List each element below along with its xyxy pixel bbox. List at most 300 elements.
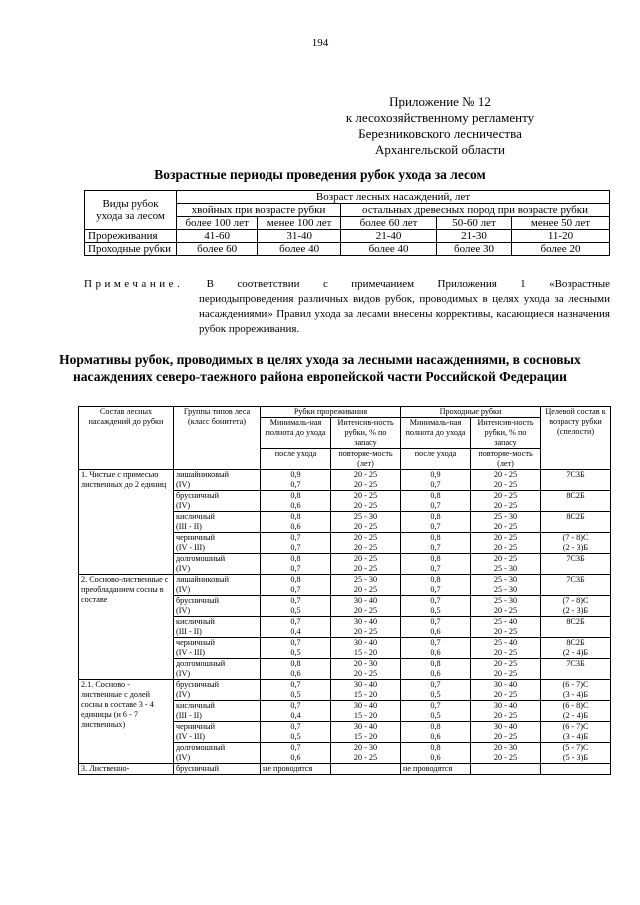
table-cell bbox=[471, 617, 541, 638]
cell-line: 0,8 bbox=[290, 575, 301, 584]
table-cell: более 20 bbox=[511, 243, 609, 256]
row-label: Проходные рубки bbox=[85, 243, 177, 256]
cell-line: 20 - 25 bbox=[493, 690, 518, 699]
table-cell bbox=[401, 575, 471, 596]
cell-line: 20 - 30 bbox=[353, 743, 378, 752]
cell-line: 0,8 bbox=[430, 575, 441, 584]
forest-type-cell bbox=[174, 491, 261, 512]
cell-line: 20 - 25 bbox=[353, 480, 378, 489]
header-cell: 50-60 лет bbox=[437, 217, 512, 230]
cell-line: 0,7 bbox=[290, 743, 301, 752]
cell-line: 0,7 bbox=[430, 617, 441, 626]
cell-line: 20 - 25 bbox=[353, 522, 378, 531]
cell-line: 0,7 bbox=[430, 701, 441, 710]
header-cell: Возраст лесных насаждений, лет bbox=[177, 191, 610, 204]
cell-line: (5 - 3)Б bbox=[562, 753, 589, 762]
table-cell bbox=[401, 470, 471, 491]
table-cell bbox=[471, 512, 541, 533]
cell-line: лишайниковый bbox=[176, 470, 229, 479]
header-cell: хвойных при возрасте рубки bbox=[177, 204, 341, 217]
appendix-line: к лесохозяйственному регламенту bbox=[345, 110, 535, 125]
header-cell: менее 100 лет bbox=[258, 217, 341, 230]
cell-line: лишайниковый bbox=[176, 575, 229, 584]
table-row bbox=[79, 470, 611, 491]
cell-line: 20 - 25 bbox=[353, 564, 378, 573]
cell-line: 20 - 25 bbox=[493, 753, 518, 762]
forest-type-cell bbox=[174, 554, 261, 575]
cell-line: 20 - 25 bbox=[493, 659, 518, 668]
table-cell bbox=[401, 701, 471, 722]
cell-line: 0,6 bbox=[290, 522, 301, 531]
cell-line: 20 - 25 bbox=[493, 711, 518, 720]
table-cell bbox=[261, 470, 331, 491]
cell-line: 0,8 bbox=[290, 659, 301, 668]
cell-line: (IV) bbox=[176, 753, 191, 762]
cell-line: 0,8 bbox=[290, 491, 301, 500]
table-cell bbox=[331, 722, 401, 743]
table-cell bbox=[401, 512, 471, 533]
cell-line: 0,8 bbox=[430, 554, 441, 563]
cell-line: 2. Сосново-лиственные с преобладанием сосны в составе bbox=[81, 575, 169, 604]
note-label: Примечание. bbox=[84, 278, 184, 290]
cell-line: 0,8 bbox=[430, 533, 441, 542]
table1-title: Возрастные периоды проведения рубок ухода за лесом bbox=[154, 167, 486, 182]
cell-line: кисличный bbox=[176, 701, 215, 710]
cell-line: (IV) bbox=[176, 669, 191, 678]
cell-line: 0,8 bbox=[290, 554, 301, 563]
table-cell bbox=[261, 533, 331, 554]
target-cell bbox=[541, 701, 611, 722]
cell-line: 0,8 bbox=[430, 743, 441, 752]
appendix-line: Архангельской области bbox=[375, 142, 505, 157]
table-cell bbox=[331, 638, 401, 659]
cell-line: (IV) bbox=[176, 690, 191, 699]
table-cell bbox=[471, 470, 541, 491]
table-cell bbox=[261, 596, 331, 617]
cell-line: 30 - 40 bbox=[353, 701, 378, 710]
table-cell bbox=[261, 575, 331, 596]
cell-line: 20 - 25 bbox=[493, 470, 518, 479]
cell-line: 30 - 40 bbox=[353, 722, 378, 731]
cell-line: 20 - 25 bbox=[493, 543, 518, 552]
cell-line: (2 - 4)Б bbox=[562, 711, 589, 720]
table-cell bbox=[331, 512, 401, 533]
cell-line: 30 - 40 bbox=[493, 701, 518, 710]
target-cell bbox=[541, 743, 611, 764]
forest-type-cell bbox=[174, 722, 261, 743]
cell-line: не проводятся bbox=[263, 764, 313, 773]
cell-line: долгомошный bbox=[176, 554, 226, 563]
cell-line: 0,4 bbox=[290, 711, 301, 720]
cell-line: 20 - 25 bbox=[353, 501, 378, 510]
table-cell: более 30 bbox=[437, 243, 512, 256]
cell-line: 20 - 25 bbox=[353, 606, 378, 615]
table-cell bbox=[401, 680, 471, 701]
cell-line: 25 - 40 bbox=[493, 638, 518, 647]
cell-line: 30 - 40 bbox=[493, 680, 518, 689]
table-cell bbox=[401, 533, 471, 554]
table-row bbox=[79, 680, 611, 701]
cell-line: 0,7 bbox=[290, 701, 301, 710]
table-cell bbox=[471, 554, 541, 575]
composition-cell bbox=[79, 470, 174, 575]
table-cell bbox=[261, 638, 331, 659]
cell-line: 8С2Б bbox=[566, 491, 585, 500]
table-cell bbox=[471, 701, 541, 722]
cell-line: (IV) bbox=[176, 585, 191, 594]
header-cell: после ухода bbox=[261, 449, 331, 470]
forest-type-cell bbox=[174, 743, 261, 764]
cell-line: 7С3Б bbox=[566, 575, 585, 584]
table-cell bbox=[401, 491, 471, 512]
cell-line: 15 - 20 bbox=[353, 732, 378, 741]
table-cell bbox=[331, 764, 401, 775]
table-cell bbox=[261, 680, 331, 701]
forest-type-cell bbox=[174, 764, 261, 775]
cell-line: 30 - 40 bbox=[493, 722, 518, 731]
cell-line: 0,4 bbox=[290, 627, 301, 636]
header-cell: Состав лесных насаждений до рубки bbox=[79, 407, 174, 470]
header-cell: Минималь-ная полнота до ухода bbox=[401, 418, 471, 449]
table-cell bbox=[401, 596, 471, 617]
cell-line: 20 - 25 bbox=[493, 554, 518, 563]
cell-line: 1. Чистые с примесью лиственных до 2 единиц bbox=[81, 470, 167, 489]
cell-line: (7 - 8)С bbox=[562, 596, 589, 605]
table-cell: 21-40 bbox=[341, 230, 437, 243]
composition-cell bbox=[79, 575, 174, 680]
page-number: 194 bbox=[311, 37, 329, 49]
cell-line: 25 - 30 bbox=[493, 596, 518, 605]
cell-line: 20 - 25 bbox=[493, 491, 518, 500]
table-row bbox=[85, 243, 610, 256]
table-cell bbox=[261, 554, 331, 575]
cell-line: 0,7 bbox=[430, 480, 441, 489]
cell-line: 0,8 bbox=[290, 512, 301, 521]
cell-line: 0,7 bbox=[290, 638, 301, 647]
cell-line: 25 - 30 bbox=[353, 512, 378, 521]
table-cell: 41-60 bbox=[177, 230, 258, 243]
forest-type-cell bbox=[174, 680, 261, 701]
table-cell: более 40 bbox=[258, 243, 341, 256]
cell-line: 7С3Б bbox=[566, 659, 585, 668]
cell-line: брусничный bbox=[176, 596, 220, 605]
felling-norms-table bbox=[78, 406, 611, 775]
cell-line: 0,7 bbox=[430, 596, 441, 605]
cell-line: 0,7 bbox=[430, 638, 441, 647]
table-cell bbox=[261, 743, 331, 764]
cell-line: 20 - 25 bbox=[353, 491, 378, 500]
cell-line: (6 - 7)С bbox=[562, 680, 589, 689]
table-cell: 21-30 bbox=[437, 230, 512, 243]
cell-line: 0,6 bbox=[290, 669, 301, 678]
cell-line: 20 - 25 bbox=[493, 732, 518, 741]
cell-line: 0,7 bbox=[290, 480, 301, 489]
table-cell bbox=[261, 722, 331, 743]
cell-line: 0,5 bbox=[290, 732, 301, 741]
cell-line: 15 - 20 bbox=[353, 648, 378, 657]
cell-line: (2 - 4)Б bbox=[562, 648, 589, 657]
header-cell: более 60 лет bbox=[341, 217, 437, 230]
forest-type-cell bbox=[174, 638, 261, 659]
cell-line: черничный bbox=[176, 722, 215, 731]
cell-line: 20 - 25 bbox=[353, 669, 378, 678]
cell-line: 20 - 25 bbox=[493, 627, 518, 636]
table-cell bbox=[331, 743, 401, 764]
cell-line: 30 - 40 bbox=[353, 596, 378, 605]
cell-line: 20 - 25 bbox=[353, 543, 378, 552]
table-cell: 11-20 bbox=[511, 230, 609, 243]
cell-line: 25 - 30 bbox=[493, 564, 518, 573]
header-cell: Интенсив-ность рубки, % по запасу bbox=[471, 418, 541, 449]
table-cell bbox=[471, 743, 541, 764]
table-cell bbox=[331, 596, 401, 617]
cell-line: 15 - 20 bbox=[353, 690, 378, 699]
target-cell bbox=[541, 575, 611, 596]
cell-line: 0,7 bbox=[290, 543, 301, 552]
cell-line: 0,8 bbox=[430, 659, 441, 668]
note-first-line bbox=[84, 277, 610, 292]
table-row bbox=[85, 230, 610, 243]
cell-line: черничный bbox=[176, 533, 215, 542]
cell-line: 20 - 25 bbox=[353, 554, 378, 563]
cell-line: 0,5 bbox=[430, 690, 441, 699]
table-row bbox=[79, 575, 611, 596]
table-cell bbox=[331, 680, 401, 701]
table-cell bbox=[331, 575, 401, 596]
target-cell bbox=[541, 764, 611, 775]
target-cell bbox=[541, 533, 611, 554]
cell-line: (IV - III) bbox=[176, 543, 205, 552]
cell-line: 0,6 bbox=[430, 648, 441, 657]
cell-line: кисличный bbox=[176, 617, 215, 626]
table-cell bbox=[401, 722, 471, 743]
header-cell: менее 50 лет bbox=[511, 217, 609, 230]
cell-line: 0,5 bbox=[290, 690, 301, 699]
cell-line: (IV - III) bbox=[176, 732, 205, 741]
cell-line: 0,5 bbox=[430, 711, 441, 720]
table-cell bbox=[471, 638, 541, 659]
cell-line: 0,9 bbox=[290, 470, 301, 479]
cell-line: (IV) bbox=[176, 501, 191, 510]
target-cell bbox=[541, 470, 611, 491]
cell-line: 20 - 25 bbox=[353, 627, 378, 636]
header-cell: остальных древесных пород при возрасте рубки bbox=[341, 204, 610, 217]
header-cell: Проходные рубки bbox=[401, 407, 541, 418]
target-cell bbox=[541, 659, 611, 680]
table-cell bbox=[261, 701, 331, 722]
cell-line: 20 - 25 bbox=[493, 522, 518, 531]
cell-line: 7С3Б bbox=[566, 554, 585, 563]
table-cell: 31-40 bbox=[258, 230, 341, 243]
cell-line: 20 - 25 bbox=[493, 606, 518, 615]
cell-line: 2.1. Сосново - лиственные с долей сосны в составе 3 - 4 единицы (и 6 - 7 лиственных) bbox=[81, 680, 154, 729]
cell-line: 25 - 30 bbox=[493, 585, 518, 594]
cell-line: 0,5 bbox=[290, 606, 301, 615]
cell-line: не проводятся bbox=[403, 764, 453, 773]
cell-line: 0,7 bbox=[430, 543, 441, 552]
cell-line: долгомошный bbox=[176, 743, 226, 752]
appendix-line: Приложение № 12 bbox=[389, 94, 491, 109]
table-cell bbox=[471, 596, 541, 617]
cell-line: 0,7 bbox=[430, 522, 441, 531]
header-cell: Рубки прореживания bbox=[261, 407, 401, 418]
cell-line: 25 - 40 bbox=[493, 617, 518, 626]
cell-line: (III - II) bbox=[176, 711, 202, 720]
target-cell bbox=[541, 722, 611, 743]
target-cell bbox=[541, 491, 611, 512]
header-cell: повторяе-мость (лет) bbox=[471, 449, 541, 470]
cell-line: 20 - 25 bbox=[353, 533, 378, 542]
cell-line: 0,7 bbox=[290, 533, 301, 542]
table-row bbox=[79, 764, 611, 775]
cell-line: 20 - 25 bbox=[353, 585, 378, 594]
table-cell bbox=[401, 554, 471, 575]
cell-line: (6 - 7)С bbox=[562, 722, 589, 731]
table-cell bbox=[331, 659, 401, 680]
cell-line: 0,6 bbox=[430, 753, 441, 762]
forest-type-cell bbox=[174, 617, 261, 638]
header-cell: Виды рубок ухода за лесом bbox=[85, 191, 177, 230]
table-cell bbox=[471, 680, 541, 701]
header-cell: повторяе-мость (лет) bbox=[331, 449, 401, 470]
cell-line: 0,7 bbox=[430, 564, 441, 573]
table-cell bbox=[471, 575, 541, 596]
table-cell bbox=[401, 659, 471, 680]
cell-line: 20 - 25 bbox=[493, 669, 518, 678]
table-cell bbox=[401, 743, 471, 764]
cell-line: 0,8 bbox=[430, 512, 441, 521]
cell-line: 20 - 25 bbox=[493, 648, 518, 657]
table-cell: более 40 bbox=[341, 243, 437, 256]
forest-type-cell bbox=[174, 575, 261, 596]
cell-line: 20 - 25 bbox=[353, 470, 378, 479]
cell-line: 30 - 40 bbox=[353, 680, 378, 689]
header-cell: более 100 лет bbox=[177, 217, 258, 230]
cell-line: (IV) bbox=[176, 606, 191, 615]
cell-line: 7С3Б bbox=[566, 470, 585, 479]
cell-line: 3. Лиственно- bbox=[81, 764, 130, 773]
cell-line: 20 - 30 bbox=[493, 743, 518, 752]
forest-type-cell bbox=[174, 596, 261, 617]
cell-line: 0,7 bbox=[290, 617, 301, 626]
cell-line: 25 - 30 bbox=[353, 575, 378, 584]
cell-line: 0,9 bbox=[430, 470, 441, 479]
cell-line: 0,7 bbox=[430, 680, 441, 689]
note bbox=[84, 277, 610, 337]
cell-line: 8С2Б bbox=[566, 512, 585, 521]
composition-cell bbox=[79, 764, 174, 775]
cell-line: 20 - 25 bbox=[493, 480, 518, 489]
row-label: Прореживания bbox=[85, 230, 177, 243]
header-cell: Целевой состав к возрасту рубки (спелости) bbox=[541, 407, 611, 470]
cell-line: (3 - 4)Б bbox=[562, 690, 589, 699]
cell-line: 0,6 bbox=[430, 627, 441, 636]
cell-line: (3 - 4)Б bbox=[562, 732, 589, 741]
cell-line: 0,8 bbox=[430, 722, 441, 731]
cell-line: (2 - 3)Б bbox=[562, 606, 589, 615]
cell-line: черничный bbox=[176, 638, 215, 647]
cell-line: 0,7 bbox=[430, 585, 441, 594]
cell-line: 25 - 30 bbox=[493, 512, 518, 521]
composition-cell bbox=[79, 680, 174, 764]
target-cell bbox=[541, 596, 611, 617]
header-cell: Группы типов леса (класс бонитета) bbox=[174, 407, 261, 470]
cell-line: 20 - 25 bbox=[353, 753, 378, 762]
table-cell bbox=[331, 470, 401, 491]
table2-title: Нормативы рубок, проводимых в целях ухода за лесными насаждениями, в сосновых насаждениях северо-таежного района европейской части Российской Федерации bbox=[59, 352, 581, 384]
note-text: периодыпроведения различных видов рубок, проводимых в целях ухода за лесными насаждениями» Правил ухода за лесами внесены коррективы, касающиеся назначения рубок прореживания. bbox=[199, 293, 610, 335]
cell-line: 15 - 20 bbox=[353, 711, 378, 720]
table-cell bbox=[331, 491, 401, 512]
table-cell bbox=[261, 512, 331, 533]
forest-type-cell bbox=[174, 533, 261, 554]
header-cell: после ухода bbox=[401, 449, 471, 470]
cell-line: (6 - 8)С bbox=[562, 701, 589, 710]
appendix-header bbox=[300, 94, 580, 158]
cell-line: брусничный bbox=[176, 764, 220, 773]
cell-line: 0,5 bbox=[290, 648, 301, 657]
cell-line: 0,7 bbox=[290, 680, 301, 689]
target-cell bbox=[541, 680, 611, 701]
forest-type-cell bbox=[174, 512, 261, 533]
cell-line: брусничный bbox=[176, 491, 220, 500]
cell-line: 8С2Б bbox=[566, 617, 585, 626]
table-cell bbox=[471, 659, 541, 680]
forest-type-cell bbox=[174, 470, 261, 491]
table-cell bbox=[261, 617, 331, 638]
cell-line: 0,7 bbox=[290, 585, 301, 594]
table-cell bbox=[261, 764, 331, 775]
cell-line: 20 - 25 bbox=[493, 501, 518, 510]
appendix-line: Березниковского лесничества bbox=[358, 126, 522, 141]
forest-type-cell bbox=[174, 659, 261, 680]
cell-line: 25 - 30 bbox=[493, 575, 518, 584]
cell-line: 8С2Б bbox=[566, 638, 585, 647]
table-cell bbox=[401, 764, 471, 775]
table-cell bbox=[471, 533, 541, 554]
table-cell bbox=[401, 617, 471, 638]
cell-line: 0,6 bbox=[430, 732, 441, 741]
cell-line: кисличный bbox=[176, 512, 215, 521]
cell-line: (IV) bbox=[176, 564, 191, 573]
cell-line: 0,7 bbox=[290, 564, 301, 573]
target-cell bbox=[541, 638, 611, 659]
table-cell bbox=[261, 659, 331, 680]
table-cell bbox=[471, 764, 541, 775]
header-cell: Интенсив-ность рубки, % по запасу bbox=[331, 418, 401, 449]
table-cell bbox=[331, 701, 401, 722]
cell-line: 0,7 bbox=[430, 501, 441, 510]
cell-line: 20 - 25 bbox=[493, 533, 518, 542]
cell-line: 0,6 bbox=[290, 753, 301, 762]
table-cell bbox=[261, 491, 331, 512]
cell-line: (IV - III) bbox=[176, 648, 205, 657]
cell-line: 30 - 40 bbox=[353, 617, 378, 626]
forest-type-cell bbox=[174, 701, 261, 722]
table-cell bbox=[331, 617, 401, 638]
cell-line: 0,8 bbox=[430, 491, 441, 500]
cell-line: 30 - 40 bbox=[353, 638, 378, 647]
cell-line: (IV) bbox=[176, 480, 191, 489]
table-cell bbox=[331, 554, 401, 575]
target-cell bbox=[541, 554, 611, 575]
table-cell: более 60 bbox=[177, 243, 258, 256]
cell-line: 0,7 bbox=[290, 596, 301, 605]
cell-line: (7 - 8)С bbox=[562, 533, 589, 542]
header-cell: Минималь-ная полнота до ухода bbox=[261, 418, 331, 449]
cell-line: 0,6 bbox=[290, 501, 301, 510]
table-cell bbox=[471, 722, 541, 743]
